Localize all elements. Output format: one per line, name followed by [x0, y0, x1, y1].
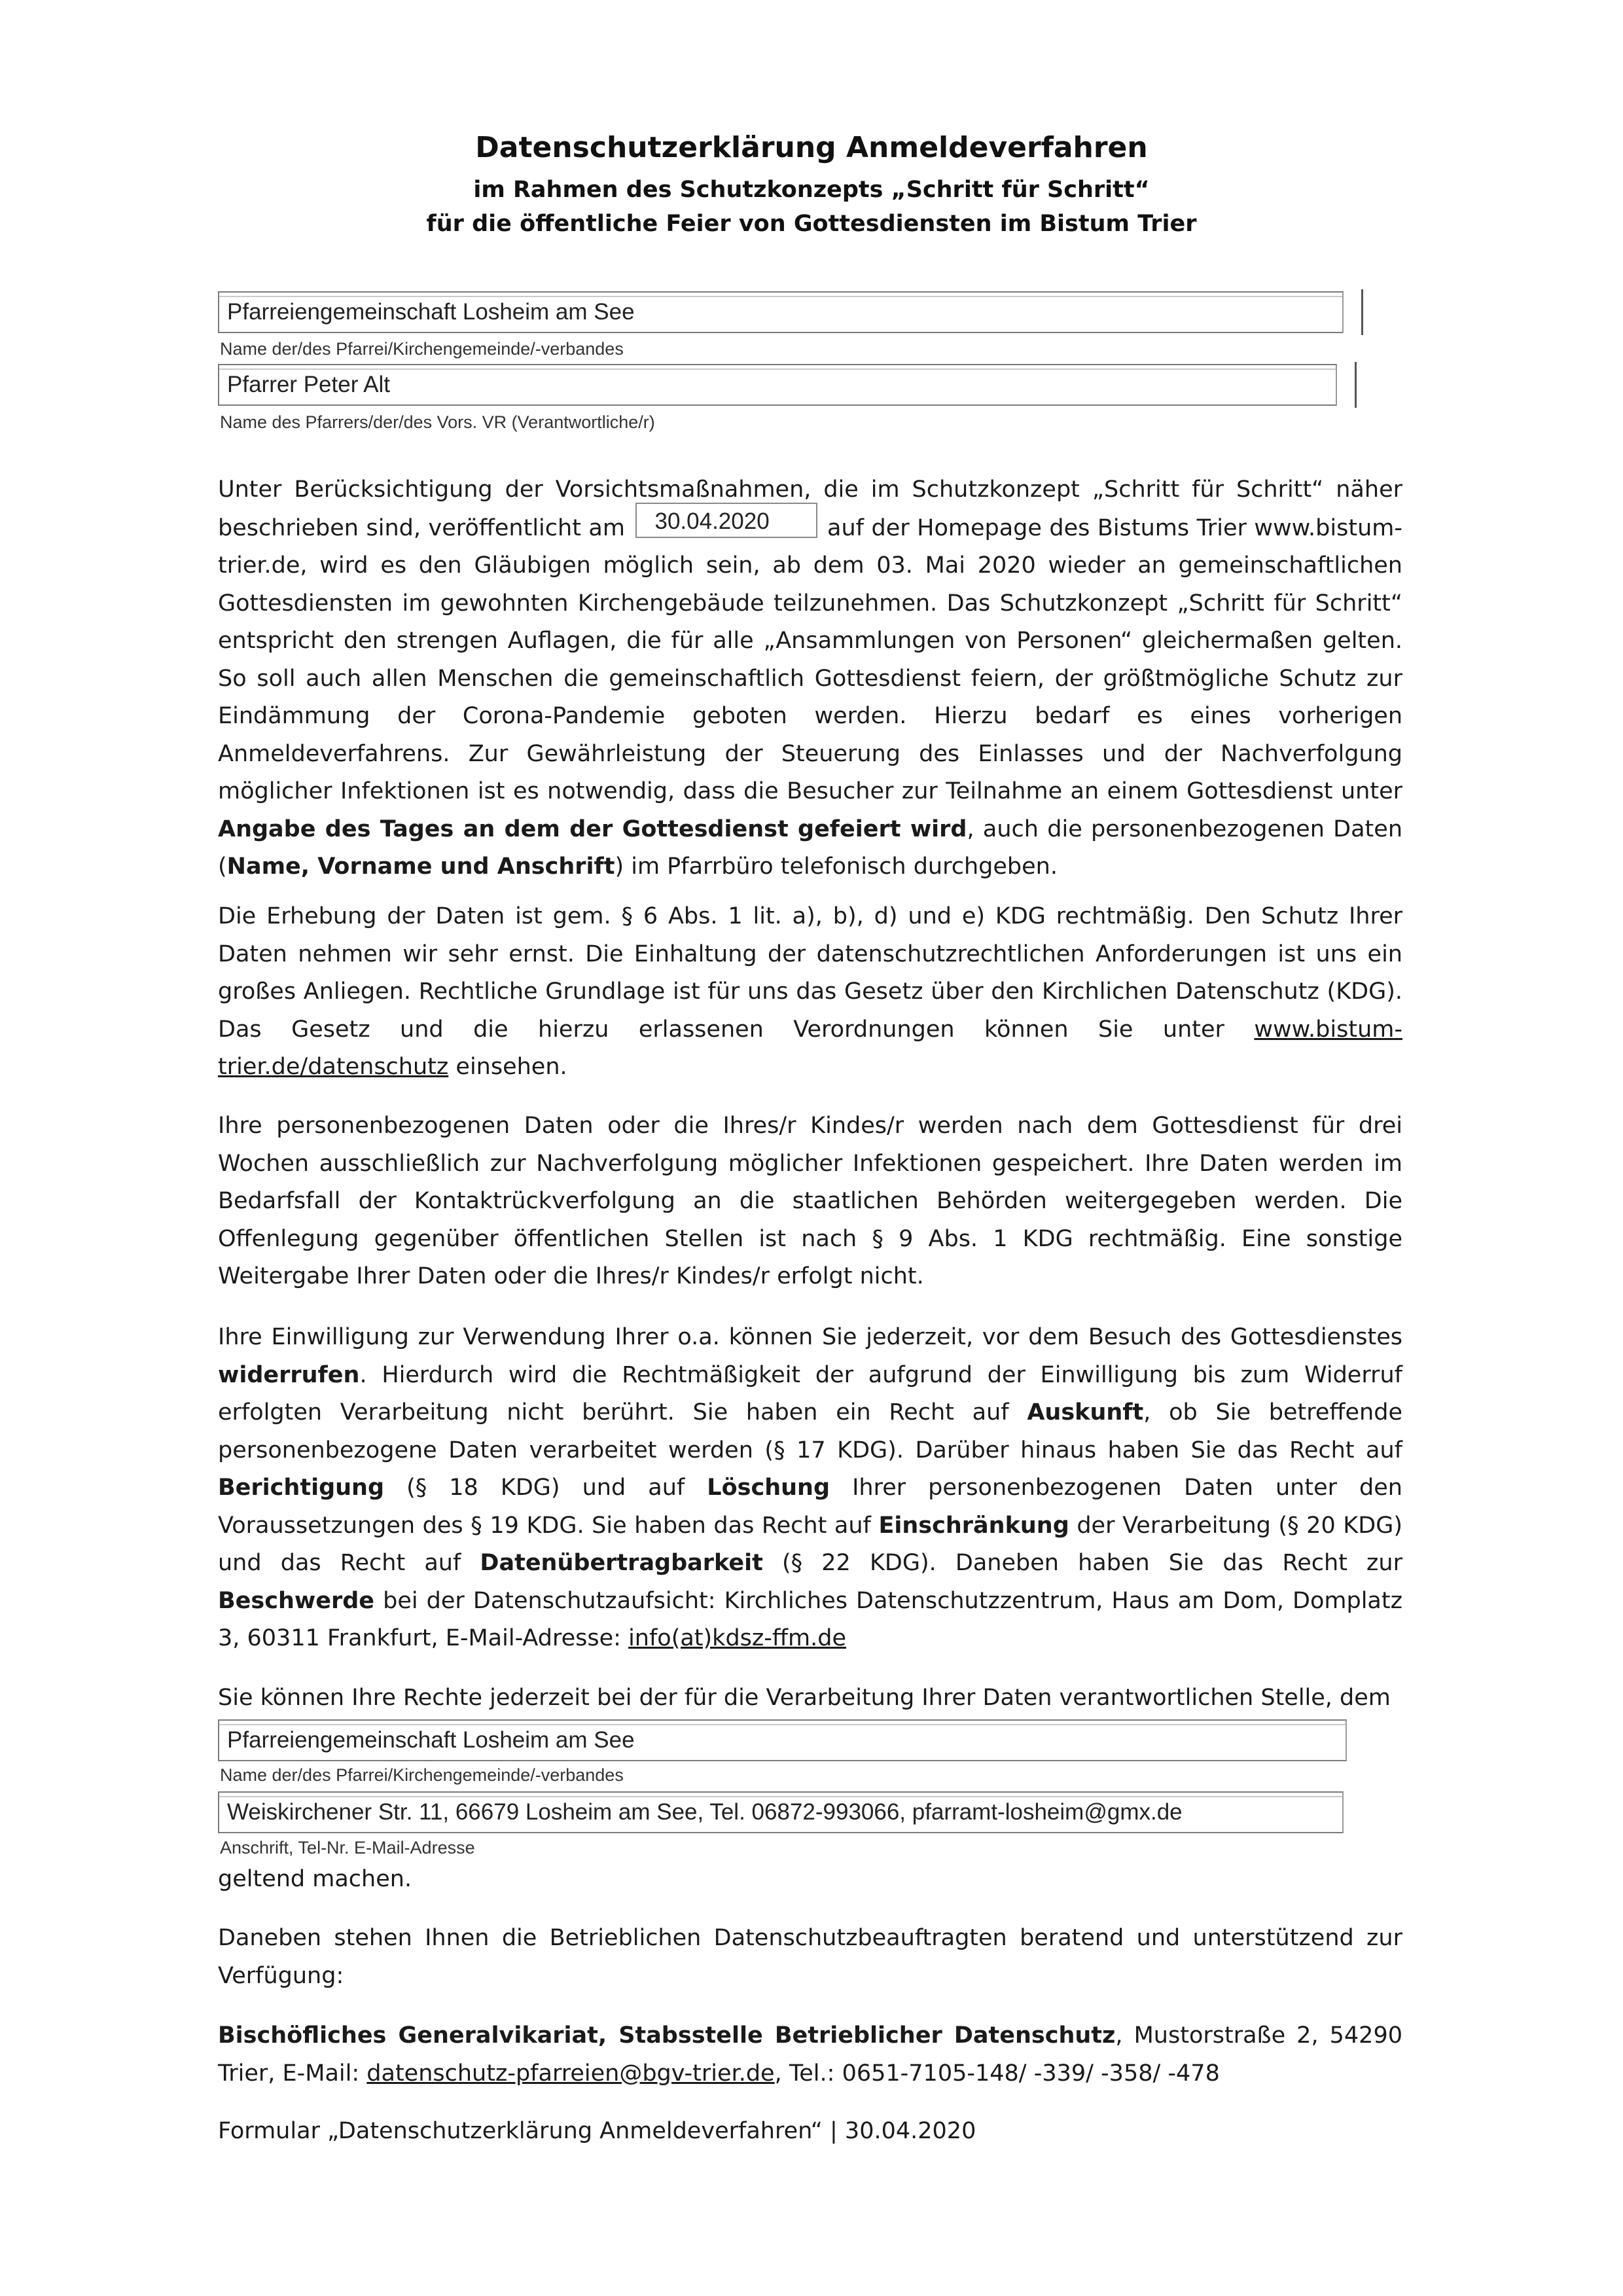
- paragraph-7: [218, 2017, 1402, 2092]
- address-field[interactable]: Weiskirchener Str. 11, 66679 Losheim am See, Tel. 06872-993066, pfarramt-losheim@gmx.de: [218, 1791, 1344, 1833]
- paragraph-7-text-b: , Mustorstraße 2, 54290 Trier, E-Mail:: [218, 2022, 1402, 2087]
- paragraph-3: Ihre personenbezogenen Daten oder die Ihres/r Kindes/r werden nach dem Gottesdienst für drei Wochen ausschließlich zur Nachverfolgung möglicher Infektionen gespeichert. Ihre Daten werden im Bedarfsfall der Kontaktrückverfolgung an die staatlichen Behörden weitergegeben werden. Die Offenlegung gegenüber öffentlichen Stellen ist nach § 9 Abs. 1 KDG rechtmäßig. Eine sonstige Weitergabe Ihrer Daten oder die Ihres/r Kindes/r erfolgt nicht.: [218, 1113, 1402, 1289]
- publication-date-field[interactable]: 30.04.2020: [635, 503, 817, 538]
- paragraph-4-text-c: . Hierdurch wird die Rechtmäßigkeit der aufgrund der Einwilligung bis zum Widerruf erfolgten Verarbeitung nicht berührt. Sie haben ein Recht auf: [218, 1361, 1402, 1426]
- parish-name-field[interactable]: Pfarreiengemeinschaft Losheim am See: [218, 291, 1344, 333]
- paragraph-4-text-e: , ob Sie betreffende personenbezogene Daten verarbeitet werden (§ 17 KDG). Darüber hinaus haben Sie das Recht auf: [218, 1399, 1402, 1463]
- field-edge-mark: [1361, 289, 1363, 335]
- paragraph-4-text-m: (§ 22 KDG). Daneben haben Sie das Recht zur: [782, 1550, 1402, 1576]
- paragraph-5-end: geltend machen.: [218, 1866, 412, 1892]
- paragraph-4-text-g: (§ 18 KDG) und auf: [406, 1475, 685, 1501]
- datenschutz-link[interactable]: www.bistum-trier.de/datenschutz: [218, 1016, 1402, 1080]
- paragraph-4: [218, 1319, 1402, 1658]
- field-edge-mark: [1355, 362, 1357, 408]
- paragraph-7-bold-org: Bischöfliches Generalvikariat, Stabsstelle Betrieblicher Datenschutz: [218, 2022, 1116, 2049]
- parish-name-label-2: Name der/des Pfarrei/Kirchengemeinde/-verbandes: [220, 1765, 624, 1785]
- document-subtitle-2: für die öffentliche Feier von Gottesdiensten im Bistum Trier: [426, 211, 1197, 237]
- pastor-name-field[interactable]: Pfarrer Peter Alt: [218, 364, 1337, 406]
- address-label: Anschrift, Tel-Nr. E-Mail-Adresse: [220, 1838, 475, 1857]
- parish-name-label: Name der/des Pfarrei/Kirchengemeinde/-verbandes: [220, 339, 624, 359]
- paragraph-4-bold-beschwerde: Beschwerde: [218, 1587, 375, 1614]
- paragraph-4-bold-auskunft: Auskunft: [1027, 1399, 1144, 1426]
- paragraph-1-text-d: , auch die personenbezogenen Daten (: [218, 816, 1402, 880]
- paragraph-4-bold-loeschung: Löschung: [707, 1475, 830, 1501]
- paragraph-4-text-a: Ihre Einwilligung zur Verwendung Ihrer o.a. können Sie jederzeit, vor dem Besuch des Gottesdienstes: [218, 1324, 1402, 1350]
- paragraph-1-text-f: ) im Pfarrbüro telefonisch durchgeben.: [615, 853, 1058, 880]
- kdsz-email-link[interactable]: info(at)kdsz-ffm.de: [628, 1625, 846, 1651]
- parish-name-field-2[interactable]: Pfarreiengemeinschaft Losheim am See: [218, 1719, 1347, 1761]
- paragraph-2-text: Die Erhebung der Daten ist gem. § 6 Abs. 1 lit. a), b), d) und e) KDG rechtmäßig. Den Schutz Ihrer Daten nehmen wir sehr ernst. Die Einhaltung der datenschutzrechtlichen Anforderungen ist uns ein großes Anliegen. Rechtliche Grundlage ist für uns das Gesetz über den Kirchlichen Datenschutz (KDG). Das Gesetz und die hierzu erlassenen Verordnungen können Sie unter: [218, 903, 1402, 1043]
- paragraph-2: [218, 898, 1402, 1086]
- document-subtitle-1: im Rahmen des Schutzkonzepts „Schritt für Schritt“: [473, 177, 1150, 203]
- paragraph-1-bold-name: Name, Vorname und Anschrift: [226, 853, 615, 880]
- paragraph-4-text-k: der Verarbeitung (§ 20 KDG) und das Recht auf: [218, 1512, 1402, 1576]
- paragraph-6: Daneben stehen Ihnen die Betrieblichen Datenschutzbeauftragten beratend und unterstützend zur Verfügung:: [218, 1925, 1402, 1989]
- pastor-name-label: Name des Pfarrers/der/des Vors. VR (Verantwortliche/r): [220, 412, 655, 432]
- bgv-email-link[interactable]: datenschutz-pfarreien@bgv-trier.de: [366, 2060, 775, 2087]
- paragraph-1-text-b: auf der Homepage des Bistums Trier www.bistum-trier.de, wird es den Gläubigen möglich sein, ab dem 03. Mai 2020 wieder an gemeinschaftlichen Gottesdiensten im gewohnten Kirchengebäude teilzunehmen. Das Schutzkonzept „Schritt für Schritt“ entspricht den strengen Auflagen, die für alle „Ansammlungen von Personen“ gleichermaßen gelten. So soll auch allen Menschen die gemeinschaftlich Gottesdienst feiern, der größtmögliche Schutz zur Eindämmung der Corona-Pandemie geboten werden. Hierzu bedarf es eines vorherigen Anmeldeverfahrens. Zur Gewährleistung der Steuerung des Einlasses und der Nachverfolgung möglicher Infektionen ist es notwendig, dass die Besucher zur Teilnahme an einem Gottesdienst unter: [218, 514, 1402, 804]
- paragraph-1: [218, 471, 1402, 886]
- document-title: Datenschutzerklärung Anmeldeverfahren: [475, 131, 1148, 164]
- paragraph-4-bold-datenuebertragbarkeit: Datenübertragbarkeit: [480, 1550, 763, 1576]
- form-footer: Formular „Datenschutzerklärung Anmeldeverfahren“ | 30.04.2020: [218, 2118, 976, 2144]
- paragraph-5: Sie können Ihre Rechte jederzeit bei der für die Verarbeitung Ihrer Daten verantwortlichen Stelle, dem: [218, 1685, 1391, 1711]
- paragraph-1-bold-day: Angabe des Tages an dem der Gottesdienst gefeiert wird: [218, 816, 967, 842]
- paragraph-4-bold-berichtigung: Berichtigung: [218, 1475, 385, 1501]
- paragraph-4-text-o: bei der Datenschutzaufsicht: Kirchliches Datenschutzzentrum, Haus am Dom, Domplatz 3, 60311 Frankfurt, E-Mail-Adresse:: [218, 1587, 1402, 1651]
- paragraph-2-end: einsehen.: [455, 1054, 567, 1080]
- paragraph-4-bold-widerrufen: widerrufen: [218, 1361, 360, 1388]
- paragraph-1-text-a: Unter Berücksichtigung der Vorsichtsmaßnahmen, die im Schutzkonzept „Schritt für Schritt“ näher beschrieben sind, veröffentlicht am: [218, 476, 1402, 541]
- paragraph-7-text-c: , Tel.: 0651-7105-148/ -339/ -358/ -478: [774, 2060, 1220, 2087]
- paragraph-4-text-i: Ihrer personenbezogenen Daten unter den Voraussetzungen des § 19 KDG. Sie haben das Recht auf: [218, 1475, 1402, 1539]
- paragraph-4-bold-einschraenkung: Einschränkung: [878, 1512, 1069, 1539]
